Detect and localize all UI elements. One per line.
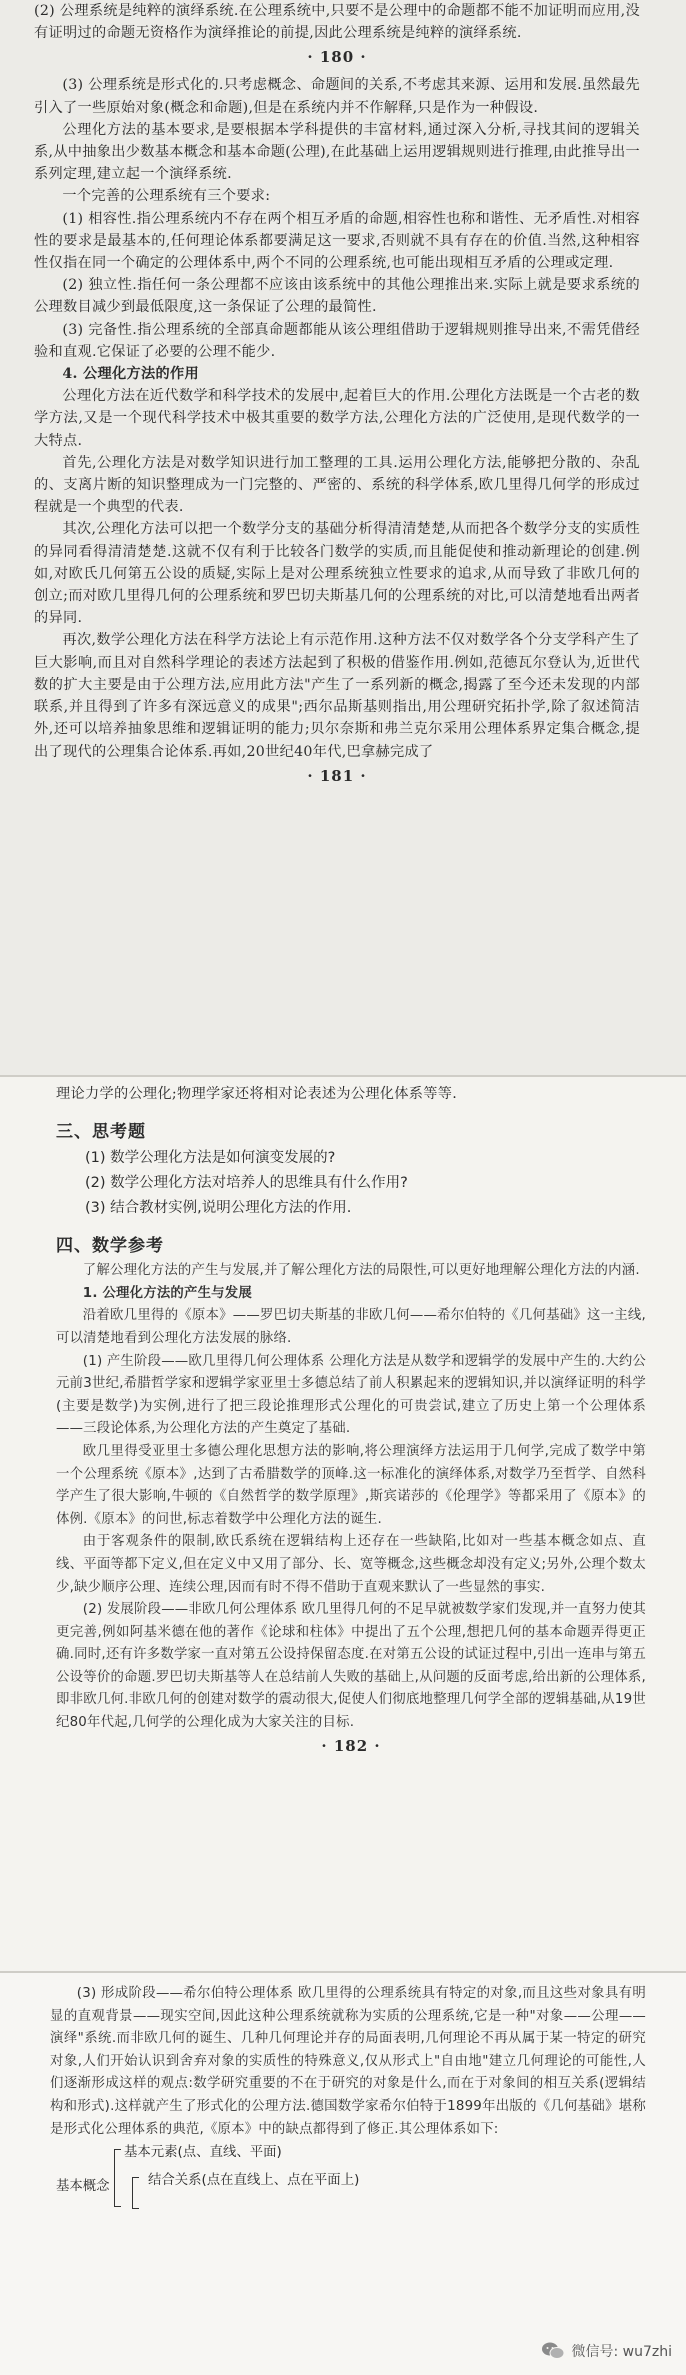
paragraph: 再次,数学公理化方法在科学方法论上有示范作用.这种方法不仅对数学各个分支学科产生了巨大影响,而且对自然科学理论的表述方法起到了积极的借鉴作用.例如,范德瓦尔登认为,近世代数的扩大主要是由于公理方法,应用此方法"产生了一系列新的概念,揭露了至今还未发现的内部联系,并且得到了许多有深远意义的成果";西尔品斯基则指出,用公理研究拓扑学,除了叙述简洁外,还可以培养抽象思维和逻辑证明的能力;贝尔奈斯和弗兰克尔采用公理体系界定集合概念,提出了现代的公理集合论体系.再如,20世纪40年代,巴拿赫完成了	[34, 632, 640, 760]
paragraph: 公理化方法在近代数学和科学技术的发展中,起着巨大的作用.公理化方法既是一个古老的数学方法,又是一个现代科学技术中极其重要的数学方法,公理化方法的广泛使用,是现代数学的一大特点.	[34, 388, 640, 449]
page-number: · 180 ·	[307, 48, 367, 67]
paragraph: 其次,公理化方法可以把一个数学分支的基础分析得清清楚楚,从而把各个数学分支的实质性的异同看得清清楚楚.这就不仅有利于比较各门数学的实质,而且能促使和推动新理论的创建.例如,对欧氏几何第五公设的质疑,实际上是对公理系统独立性要求的追求,从而导致了非欧几何的创立;而对欧几里得几何的公理系统和罗巴切夫斯基几何的公理系统的对比,可以清楚地看出两者的异同.	[34, 521, 640, 627]
paragraph: (1) 产生阶段——欧几里得几何公理体系 公理化方法是从数学和逻辑学的发展中产生的.大约公元前3世纪,希腊哲学家和逻辑学家亚里士多德总结了前人积累起来的逻辑知识,并以演绎证明的科学(主要是数学)为实例,进行了把三段论推理形式公理化的可贵尝试,建立了历史上第一个公理体系——三段论体系,为公理化方法的产生奠定了基础.	[56, 1353, 646, 1437]
paragraph: (3) 公理系统是形式化的.只考虑概念、命题间的关系,不考虑其来源、运用和发展.虽然最先引入了一些原始对象(概念和命题),但是在系统内并不作解释,只是作为一种假设.	[34, 77, 640, 116]
paragraph: (2) 独立性.指任何一条公理都不应该由该系统中的其他公理推出来.实际上就是要求系统的公理数目减少到最低限度,这一条保证了公理的最简性.	[34, 277, 640, 316]
page-number: · 181 ·	[307, 766, 367, 785]
paragraph: 一个完善的公理系统有三个要求:	[62, 188, 271, 205]
axiom-system-diagram	[50, 2141, 646, 2221]
diagram-sub-bracket	[132, 2177, 139, 2209]
question-item: (2) 数学公理化方法对培养人的思维具有什么作用?	[85, 1175, 408, 1192]
watermark	[541, 2341, 672, 2361]
section-title: 四、数学参考	[56, 1236, 164, 1257]
paragraph: (1) 相容性.指公理系统内不存在两个相互矛盾的命题,相容性也称和谐性、无矛盾性.对相容性的要求是最基本的,任何理论体系都要满足这一要求,否则就不具有存在的价值.当然,这种相容性仅指在同一个确定的公理体系中,两个不同的公理系统,也可能出现相互矛盾的公理或定理.	[34, 210, 640, 272]
subsection-title: 1. 公理化方法的产生与发展	[82, 1285, 252, 1301]
page-182	[0, 1077, 686, 1973]
paragraph: 了解公理化方法的产生与发展,并了解公理化方法的局限性,可以更好地理解公理化方法的内涵.	[82, 1263, 640, 1279]
watermark-text: 微信号: wu7zhi	[571, 2344, 672, 2360]
intro-paragraph: (2) 公理系统是纯粹的演绎系统.在公理系统中,只要不是公理中的命题都不能不加证明而应用,没有证明过的命题无资格作为演绎推论的前提,因此公理系统是纯粹的演绎系统.	[34, 3, 640, 42]
paragraph: (3) 形成阶段——希尔伯特公理体系 欧几里得的公理系统具有特定的对象,而且这些对象具有明显的直观背景——现实空间,因此这种公理系统就称为实质的公理系统,它是一种"对象——公理——演绎"系统.而非欧几何的诞生、几种几何理论并存的局面表明,几何理论不再从属于某一特定的研究对象,人们开始认识到舍弃对象的实质性的特殊意义,仅从形式上"自由地"建立几何理论的可能性,人们逐渐形成这样的观点:数学研究重要的不在于研究的对象是什么,而在于对象间的相互关系(逻辑结构和形式).这样就产生了形式化的公理方法.德国数学家希尔伯特于1899年出版的《几何基础》堪称是形式化公理体系的典范,《原本》中的缺点都得到了修正.其公理体系如下:	[50, 1986, 647, 2137]
page-180-181	[0, 0, 686, 1077]
diagram-branch: 基本元素(点、直线、平面)	[124, 2145, 282, 2161]
paragraph: 欧几里得受亚里士多德公理化思想方法的影响,将公理演绎方法运用于几何学,完成了数学中第一个公理系统《原本》,达到了古希腊数学的顶峰.这一标准化的演绎体系,对数学乃至哲学、自然科学产生了很大影响,牛顿的《自然哲学的数学原理》,斯宾诺莎的《伦理学》等都采用了《原本》的体例.《原本》的问世,标志着数学中公理化方法的诞生.	[56, 1443, 646, 1527]
page-number: · 182 ·	[321, 1736, 381, 1755]
continuation-text: 理论力学的公理化;物理学家还将相对论表述为公理化体系等等.	[56, 1086, 458, 1102]
paragraph: (2) 发展阶段——非欧几何公理体系 欧几里得几何的不足早就被数学家们发现,并一直努力使其更完善,例如阿基米德在他的著作《论球和柱体》中提出了五个公理,想把几何的基本命题弄得更正确.同时,还有许多数学家一直对第五公设持保留态度.在对第五公设的试证过程中,引出一连串与第五公设等价的命题.罗巴切夫斯基等人在总结前人失败的基础上,从问题的反面考虑,给出新的公理体系,即非欧几何.非欧几何的创建对数学的震动很大,促使人们彻底地整理几何学全部的逻辑基础,从19世纪80年代起,几何学的公理化成为大家关注的目标.	[56, 1602, 646, 1731]
diagram-bracket	[114, 2149, 121, 2207]
diagram-branch: 结合关系(点在直线上、点在平面上)	[148, 2173, 360, 2189]
question-item: (1) 数学公理化方法是如何演变发展的?	[85, 1150, 336, 1167]
diagram-root-label: 基本概念	[56, 2179, 110, 2195]
section-title: 三、思考题	[56, 1122, 146, 1143]
section-heading: 4. 公理化方法的作用	[62, 366, 199, 383]
paragraph: 由于客观条件的限制,欧氏系统在逻辑结构上还存在一些缺陷,比如对一些基本概念如点、直线、平面等都下定义,但在定义中又用了部分、长、宽等概念,这些概念却没有定义;另外,公理个数太少,缺少顺序公理、连续公理,因而有时不得不借助于直观来默认了一些显然的事实.	[56, 1534, 646, 1595]
wechat-icon	[541, 2341, 565, 2361]
paragraph: 首先,公理化方法是对数学知识进行加工整理的工具.运用公理化方法,能够把分散的、杂乱的、支离片断的知识整理成为一门完整的、严密的、系统的科学体系,欧几里得几何学的形成过程就是一个典型的代表.	[34, 454, 640, 516]
page-183	[0, 1973, 686, 2375]
paragraph: 沿着欧几里得的《原本》——罗巴切夫斯基的非欧几何——希尔伯特的《几何基础》这一主线,可以清楚地看到公理化方法发展的脉络.	[56, 1308, 646, 1346]
question-item: (3) 结合教材实例,说明公理化方法的作用.	[85, 1200, 352, 1217]
paragraph: 公理化方法的基本要求,是要根据本学科提供的丰富材料,通过深入分析,寻找其间的逻辑关系,从中抽象出少数基本概念和基本命题(公理),在此基础上运用逻辑规则进行推理,由此推导出一系列定理,建立起一个演绎系统.	[34, 121, 640, 183]
paragraph: (3) 完备性.指公理系统的全部真命题都能从该公理组借助于逻辑规则推导出来,不需凭借经验和直观.它保证了必要的公理不能少.	[34, 321, 640, 360]
